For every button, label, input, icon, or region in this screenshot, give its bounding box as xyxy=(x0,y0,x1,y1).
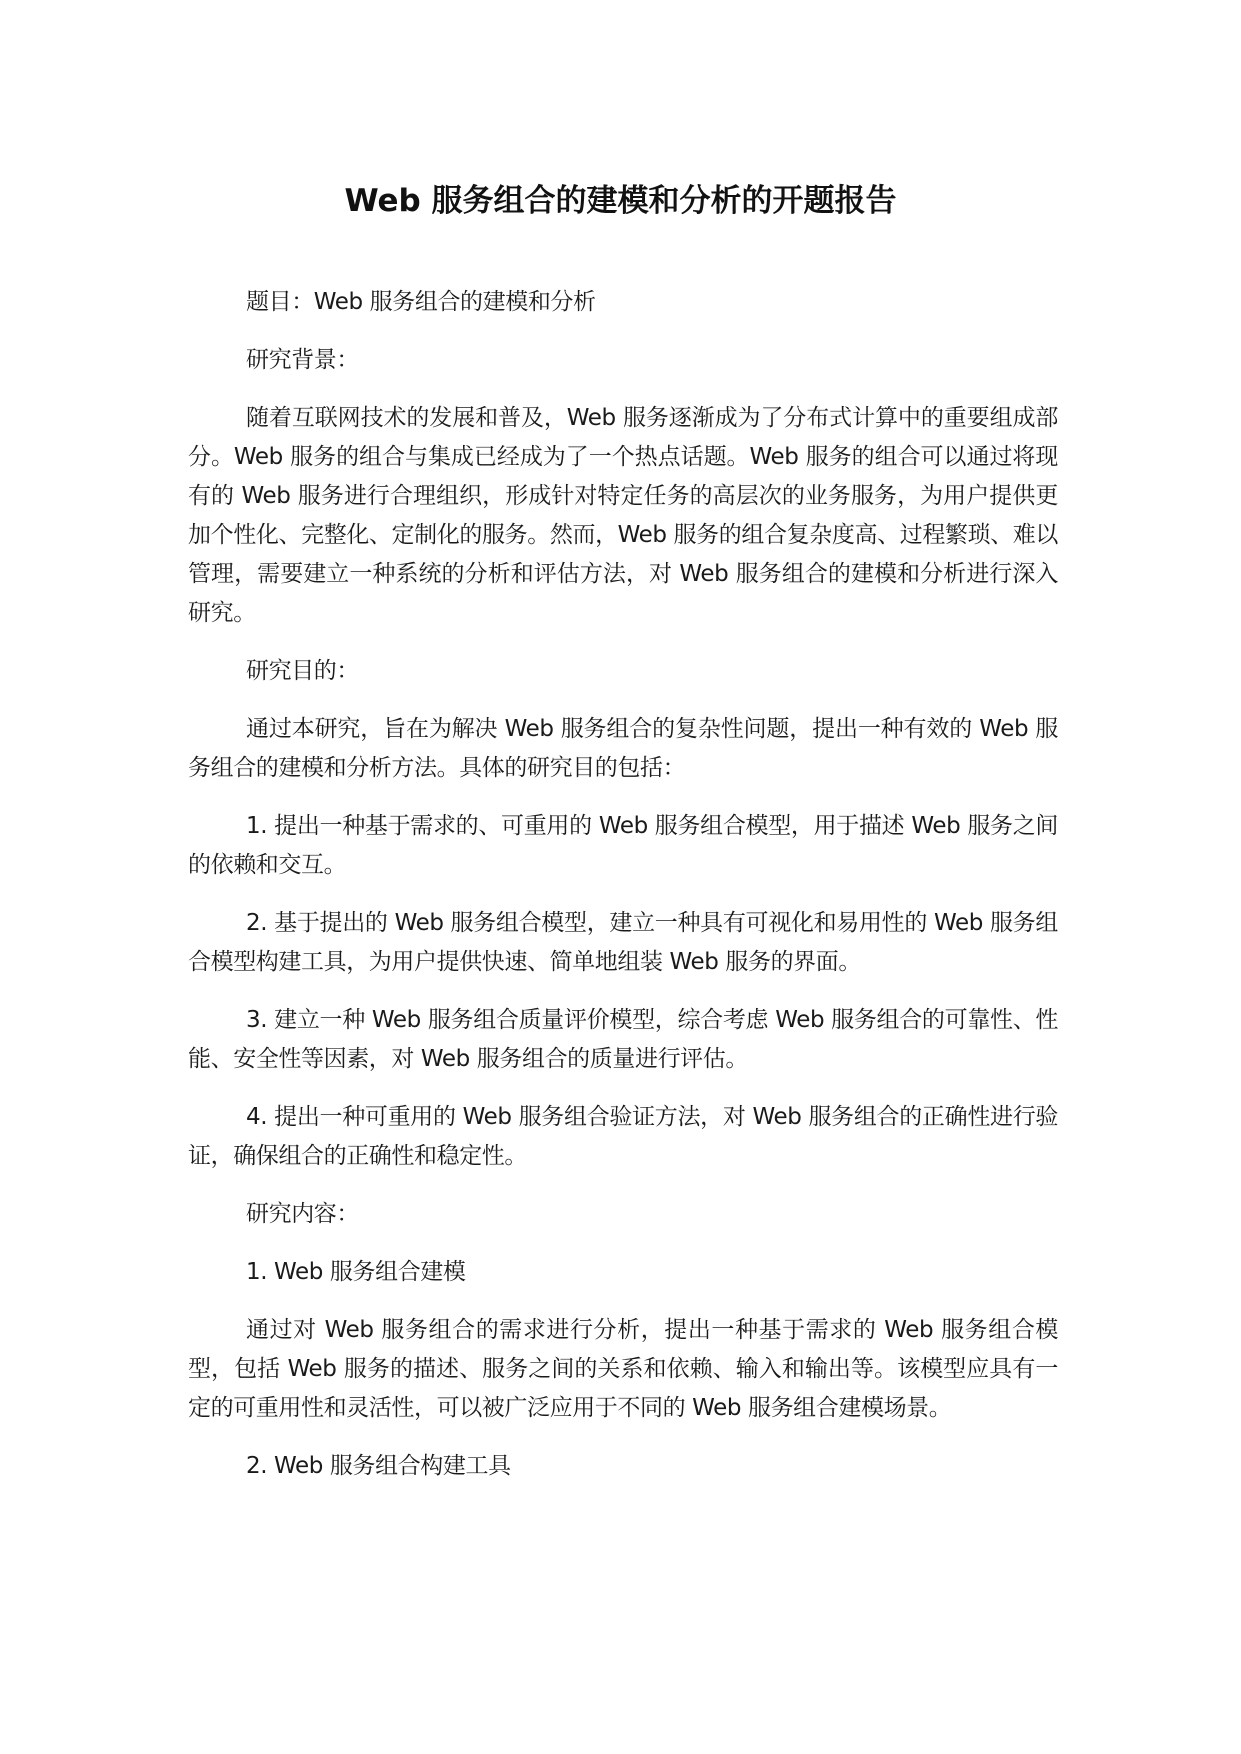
heading-purpose: 研究目的： xyxy=(246,658,360,684)
content-item-1-heading: 1. Web 服务组合建模 xyxy=(246,1259,466,1285)
paragraph-background: 随着互联网技术的发展和普及，Web 服务逐渐成为了分布式计算中的重要组成部分。Web 服务的组合与集成已经成为了一个热点话题。Web 服务的组合可以通过将现有的 Web 服务进行合理组织，形成针对特定任务的高层次的业务服务，为用户提供更加个性化、完整化、定制化的服务。然而，Web 服务的组合复杂度高、过程繁琐、难以管理，需要建立一种系统的分析和评估方法，对 Web 服务组合的建模和分析进行深入研究。 xyxy=(188,405,1058,626)
heading-content: 研究内容： xyxy=(246,1201,360,1227)
purpose-item-1: 1. 提出一种基于需求的、可重用的 Web 服务组合模型，用于描述 Web 服务之间的依赖和交互。 xyxy=(188,813,1058,878)
content-item-1-paragraph: 通过对 Web 服务组合的需求进行分析，提出一种基于需求的 Web 服务组合模型，包括 Web 服务的描述、服务之间的关系和依赖、输入和输出等。该模型应具有一定的可重用性和灵活性，可以被广泛应用于不同的 Web 服务组合建模场景。 xyxy=(188,1317,1058,1421)
purpose-item-2: 2. 基于提出的 Web 服务组合模型，建立一种具有可视化和易用性的 Web 服务组合模型构建工具，为用户提供快速、简单地组装 Web 服务的界面。 xyxy=(188,910,1058,975)
document-body xyxy=(188,283,1058,1505)
paragraph-topic: 题目：Web 服务组合的建模和分析 xyxy=(246,289,596,315)
paragraph-purpose: 通过本研究，旨在为解决 Web 服务组合的复杂性问题，提出一种有效的 Web 服务组合的建模和分析方法。具体的研究目的包括： xyxy=(188,716,1058,781)
purpose-item-4: 4. 提出一种可重用的 Web 服务组合验证方法，对 Web 服务组合的正确性进行验证，确保组合的正确性和稳定性。 xyxy=(188,1104,1058,1169)
document-title: Web 服务组合的建模和分析的开题报告 xyxy=(344,183,897,219)
heading-background: 研究背景： xyxy=(246,347,360,373)
purpose-item-3: 3. 建立一种 Web 服务组合质量评价模型，综合考虑 Web 服务组合的可靠性、性能、安全性等因素，对 Web 服务组合的质量进行评估。 xyxy=(188,1007,1058,1072)
content-item-2-heading: 2. Web 服务组合构建工具 xyxy=(246,1453,511,1479)
